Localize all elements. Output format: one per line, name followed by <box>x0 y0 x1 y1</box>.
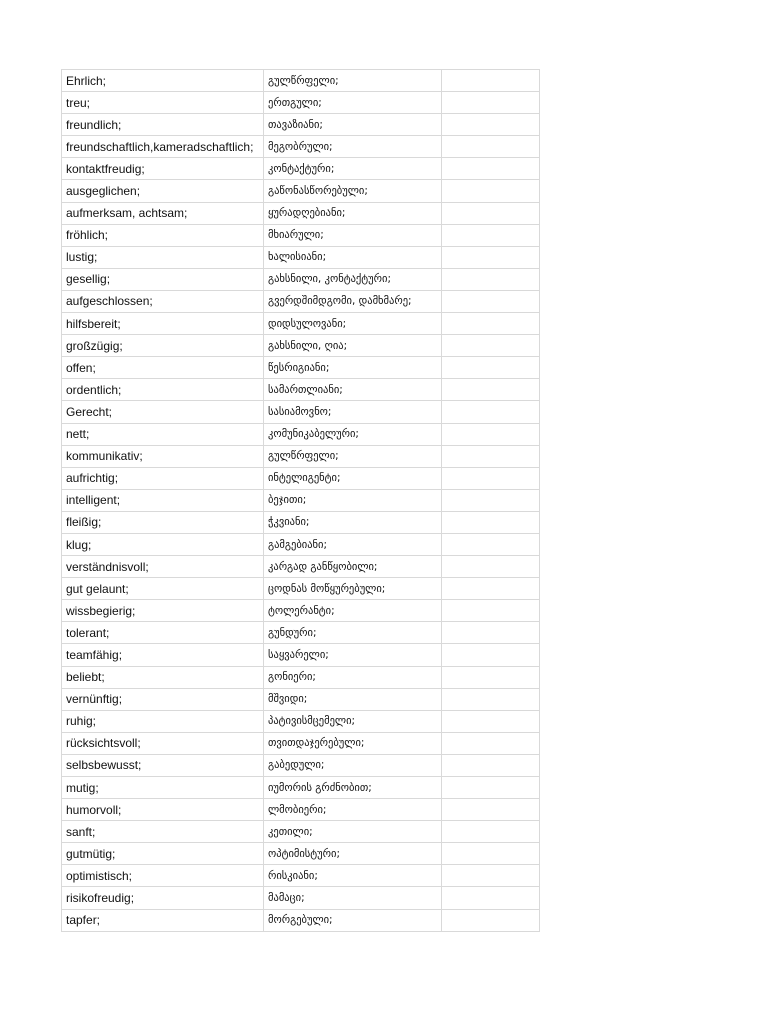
empty-cell <box>442 467 540 489</box>
german-word-cell: klug; <box>62 533 264 555</box>
empty-cell <box>442 865 540 887</box>
georgian-translation-cell: სამართლიანი; <box>264 379 442 401</box>
georgian-translation-cell: გუნდური; <box>264 622 442 644</box>
georgian-translation-cell: კონტაქტური; <box>264 158 442 180</box>
georgian-translation-cell: მშვიდი; <box>264 688 442 710</box>
empty-cell <box>442 688 540 710</box>
table-row <box>62 92 540 114</box>
table-row <box>62 799 540 821</box>
table-row <box>62 180 540 202</box>
table-row <box>62 821 540 843</box>
german-word-cell: Gerecht; <box>62 401 264 423</box>
german-word-cell: gesellig; <box>62 268 264 290</box>
table-row <box>62 533 540 555</box>
georgian-translation-cell: გაბედული; <box>264 754 442 776</box>
empty-cell <box>442 357 540 379</box>
empty-cell <box>442 556 540 578</box>
georgian-translation-cell: გულწრფელი; <box>264 70 442 92</box>
georgian-translation-cell: თავაზიანი; <box>264 114 442 136</box>
german-word-cell: optimistisch; <box>62 865 264 887</box>
table-row <box>62 710 540 732</box>
table-row <box>62 467 540 489</box>
georgian-translation-cell: ინტელიგენტი; <box>264 467 442 489</box>
empty-cell <box>442 622 540 644</box>
georgian-translation-cell: ერთგული; <box>264 92 442 114</box>
empty-cell <box>442 843 540 865</box>
table-row <box>62 246 540 268</box>
georgian-translation-cell: რისკიანი; <box>264 865 442 887</box>
table-row <box>62 732 540 754</box>
table-row <box>62 644 540 666</box>
empty-cell <box>442 423 540 445</box>
georgian-translation-cell: თვითდაჯერებული; <box>264 732 442 754</box>
table-row <box>62 357 540 379</box>
table-row <box>62 622 540 644</box>
table-row <box>62 909 540 931</box>
table-row <box>62 578 540 600</box>
german-word-cell: aufrichtig; <box>62 467 264 489</box>
table-row <box>62 887 540 909</box>
german-word-cell: freundschaftlich,kameradschaftlich; <box>62 136 264 158</box>
german-word-cell: ausgeglichen; <box>62 180 264 202</box>
german-word-cell: gutmütig; <box>62 843 264 865</box>
german-word-cell: treu; <box>62 92 264 114</box>
table-row <box>62 843 540 865</box>
vocabulary-table-body <box>62 70 540 932</box>
german-word-cell: risikofreudig; <box>62 887 264 909</box>
empty-cell <box>442 887 540 909</box>
table-row <box>62 114 540 136</box>
georgian-translation-cell: გამგებიანი; <box>264 533 442 555</box>
table-row <box>62 489 540 511</box>
empty-cell <box>442 821 540 843</box>
georgian-translation-cell: მამაცი; <box>264 887 442 909</box>
empty-cell <box>442 114 540 136</box>
georgian-translation-cell: დიდსულოვანი; <box>264 313 442 335</box>
german-word-cell: verständnisvoll; <box>62 556 264 578</box>
georgian-translation-cell: ტოლერანტი; <box>264 600 442 622</box>
georgian-translation-cell: მხიარული; <box>264 224 442 246</box>
table-row <box>62 754 540 776</box>
empty-cell <box>442 777 540 799</box>
georgian-translation-cell: პატივისმცემელი; <box>264 710 442 732</box>
table-row <box>62 511 540 533</box>
table-row <box>62 158 540 180</box>
table-row <box>62 666 540 688</box>
empty-cell <box>442 379 540 401</box>
german-word-cell: intelligent; <box>62 489 264 511</box>
german-word-cell: hilfsbereit; <box>62 313 264 335</box>
table-row <box>62 865 540 887</box>
empty-cell <box>442 136 540 158</box>
georgian-translation-cell: ჭკვიანი; <box>264 511 442 533</box>
german-word-cell: nett; <box>62 423 264 445</box>
table-row <box>62 268 540 290</box>
empty-cell <box>442 600 540 622</box>
table-row <box>62 313 540 335</box>
empty-cell <box>442 909 540 931</box>
table-row <box>62 556 540 578</box>
german-word-cell: ordentlich; <box>62 379 264 401</box>
empty-cell <box>442 158 540 180</box>
german-word-cell: fleißig; <box>62 511 264 533</box>
empty-cell <box>442 666 540 688</box>
table-row <box>62 335 540 357</box>
german-word-cell: freundlich; <box>62 114 264 136</box>
german-word-cell: selbsbewusst; <box>62 754 264 776</box>
empty-cell <box>442 335 540 357</box>
georgian-translation-cell: იუმორის გრძნობით; <box>264 777 442 799</box>
german-word-cell: humorvoll; <box>62 799 264 821</box>
german-word-cell: gut gelaunt; <box>62 578 264 600</box>
empty-cell <box>442 180 540 202</box>
german-word-cell: aufmerksam, achtsam; <box>62 202 264 224</box>
german-word-cell: großzügig; <box>62 335 264 357</box>
german-word-cell: rücksichtsvoll; <box>62 732 264 754</box>
empty-cell <box>442 578 540 600</box>
empty-cell <box>442 92 540 114</box>
table-row <box>62 379 540 401</box>
georgian-translation-cell: წესრიგიანი; <box>264 357 442 379</box>
german-word-cell: kontaktfreudig; <box>62 158 264 180</box>
georgian-translation-cell: გახსნილი, კონტაქტური; <box>264 268 442 290</box>
empty-cell <box>442 799 540 821</box>
empty-cell <box>442 533 540 555</box>
german-word-cell: wissbegierig; <box>62 600 264 622</box>
empty-cell <box>442 268 540 290</box>
georgian-translation-cell: გაწონასწორებული; <box>264 180 442 202</box>
german-word-cell: Ehrlich; <box>62 70 264 92</box>
german-word-cell: kommunikativ; <box>62 445 264 467</box>
georgian-translation-cell: სასიამოვნო; <box>264 401 442 423</box>
georgian-translation-cell: ყურადღებიანი; <box>264 202 442 224</box>
empty-cell <box>442 489 540 511</box>
table-row <box>62 224 540 246</box>
georgian-translation-cell: მორგებული; <box>264 909 442 931</box>
table-row <box>62 423 540 445</box>
georgian-translation-cell: მეგობრული; <box>264 136 442 158</box>
georgian-translation-cell: ცოდნას მოწყურებული; <box>264 578 442 600</box>
table-row <box>62 70 540 92</box>
german-word-cell: mutig; <box>62 777 264 799</box>
georgian-translation-cell: გვერდშიმდგომი, დამხმარე; <box>264 290 442 312</box>
georgian-translation-cell: ბეჯითი; <box>264 489 442 511</box>
german-word-cell: aufgeschlossen; <box>62 290 264 312</box>
table-row <box>62 202 540 224</box>
table-row <box>62 445 540 467</box>
empty-cell <box>442 732 540 754</box>
empty-cell <box>442 511 540 533</box>
german-word-cell: offen; <box>62 357 264 379</box>
georgian-translation-cell: ლმობიერი; <box>264 799 442 821</box>
table-row <box>62 600 540 622</box>
empty-cell <box>442 710 540 732</box>
table-row <box>62 136 540 158</box>
table-row <box>62 401 540 423</box>
georgian-translation-cell: ოპტიმისტური; <box>264 843 442 865</box>
table-row <box>62 777 540 799</box>
empty-cell <box>442 246 540 268</box>
german-word-cell: beliebt; <box>62 666 264 688</box>
table-row <box>62 688 540 710</box>
georgian-translation-cell: კეთილი; <box>264 821 442 843</box>
georgian-translation-cell: გახსნილი, ღია; <box>264 335 442 357</box>
empty-cell <box>442 290 540 312</box>
georgian-translation-cell: გონიერი; <box>264 666 442 688</box>
german-word-cell: fröhlich; <box>62 224 264 246</box>
german-word-cell: vernünftig; <box>62 688 264 710</box>
vocabulary-table <box>61 69 540 932</box>
georgian-translation-cell: გულწრფელი; <box>264 445 442 467</box>
georgian-translation-cell: ხალისიანი; <box>264 246 442 268</box>
table-row <box>62 290 540 312</box>
german-word-cell: lustig; <box>62 246 264 268</box>
german-word-cell: tapfer; <box>62 909 264 931</box>
georgian-translation-cell: საყვარელი; <box>264 644 442 666</box>
empty-cell <box>442 644 540 666</box>
empty-cell <box>442 313 540 335</box>
empty-cell <box>442 401 540 423</box>
german-word-cell: tolerant; <box>62 622 264 644</box>
german-word-cell: teamfähig; <box>62 644 264 666</box>
german-word-cell: sanft; <box>62 821 264 843</box>
empty-cell <box>442 202 540 224</box>
empty-cell <box>442 224 540 246</box>
georgian-translation-cell: კარგად განწყობილი; <box>264 556 442 578</box>
empty-cell <box>442 445 540 467</box>
empty-cell <box>442 70 540 92</box>
georgian-translation-cell: კომუნიკაბელური; <box>264 423 442 445</box>
german-word-cell: ruhig; <box>62 710 264 732</box>
empty-cell <box>442 754 540 776</box>
